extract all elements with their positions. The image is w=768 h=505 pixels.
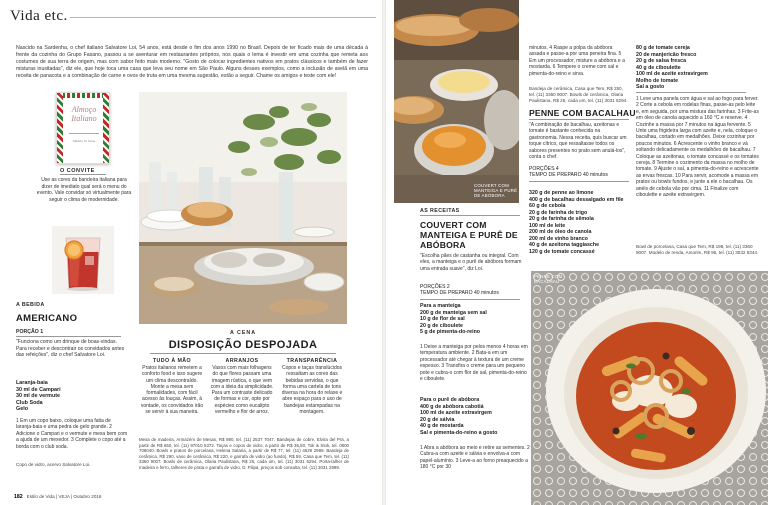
soup-photo-caption: COUVERT COM MANTEIGA E PURÊ DE ABÓBORA <box>474 183 518 198</box>
bebida-steps: 1 Em um copo baixo, coloque uma fatia de laranja-baia e uma pedra de gelo grande. 2 Adicione o Campari e o vermute e mexa bem com a ajuda de um mexedor. 3 Complete o copo até a borda com o club soda. <box>16 418 128 450</box>
invite-card-title: Almoço Italiano <box>71 105 97 123</box>
column-text: Copos e taças translúcidos ressaltam as cores das bebidas servidas, o que forma uma cartela de tons diversa na hora do relaxe e abre espaço para o uso de bandejas estampadas na montagem. <box>281 365 343 416</box>
recipe-couvert-credit: Bandeja de cerâmica, Casa que Tem, R$ 250, tel. (11) 3360 9007. Bowls de cerâmica, Olaria Paulistana, R$ 25, cada um, tel. (11) 3031 5294. <box>529 86 628 103</box>
recipe-couvert-rule <box>420 299 520 300</box>
cena-rule <box>150 353 336 354</box>
ingredient-line: 40 g de mostarda <box>420 423 464 429</box>
recipe-couvert-portions <box>420 284 530 297</box>
bebida-credit: Copo de vidro, acervo Salvatore Loi. <box>16 462 91 467</box>
ingredient-line: Club Soda <box>16 399 43 406</box>
ingredient-line: 10 g de flor de sal <box>420 316 465 322</box>
column-heading: TUDO À MÃO <box>152 358 192 364</box>
recipe-couvert-pure-ingredients <box>420 397 530 436</box>
ingredient-line: 20 g de ciboulete <box>420 322 463 329</box>
convite-heading: O CONVITE <box>60 168 95 174</box>
cena-column-transparencia <box>279 358 345 415</box>
ingredient-line: Sal e pimenta-do-reino a gosto <box>420 429 498 436</box>
ingredient-line: 40 g de azeitona taggiasche <box>529 242 600 248</box>
recipe-penne-ingredients-cont <box>636 45 760 91</box>
ingredient-line: 40 g de ciboulette <box>636 64 681 71</box>
bread-and-soup-photo <box>394 0 519 203</box>
portions: PORÇÕES 4 <box>529 166 559 172</box>
ingredient-line: 200 ml de vinho branco <box>529 235 588 242</box>
receitas-label: AS RECEITAS <box>420 208 460 214</box>
cena-column-tudo-a-mao <box>139 358 205 415</box>
ingredient-line: 400 g de bacalhau dessalgado em file <box>529 196 624 203</box>
cena-credits: Mesa de madeira, Armazém de Mesas, R$ 890, tel. (11) 2537 7047. Bandejas de cobre, Elvira del Pra, a partir de R$ 650, tel. (11) 97010 5372. Taças e copos de vidro, a partir de R$ 36,50, Tok & Stok, tel. 0800 708040. Bowls e pratos de porcelana, Helena Salaria, a partir de R$ 77, tel. (11) 4529 2988. Bandeja de cerâmica, R$ 290, vaso de cerâmica, R$ 220, e garrafa de vidro (ao fundo), R$ 59, Casa que Tem, tel. (11) 3360 9007. Bowls de cerâmica, Olaria Paulistana, R$ 25, cada um, tel. (11) 3031 5294. Porta-talher de madeira e ferro, talheres de prata e garrafa de vidro, D. Filipa, preços sob consulta, tel. (11) 3031 2999. <box>139 437 349 470</box>
receitas-rule <box>420 215 520 216</box>
recipe-penne-portions <box>529 166 629 179</box>
ingredient-line: 100 ml de azeite extravirgem <box>636 71 708 77</box>
recipe-penne-rule <box>529 119 629 120</box>
ingredient-line: Gelo <box>16 406 28 413</box>
recipe-couvert-pure-steps-cont: minutos. 4 Raspe a polpa da abóbora assada e passe-a por uma peneira fina. 5 Em um processador, misture a abóbora e a mostarda. 6 Tempere o creme com sal e pimenta-do-reino e sirva. <box>529 45 625 77</box>
column-text: Vasos com mais folhagens do que flores passam uma imagem rústica, o que vem com a ideia da simplicidade. Para um contraste delicado de formas e cor, opte por espécies como eucalipto vermelho e flor de arroz. <box>210 365 274 416</box>
cena-title: DISPOSIÇÃO DESPOJADA <box>168 339 318 351</box>
ingredient-line: 20 g de salsa fresca <box>636 58 687 64</box>
recipe-penne-steps-rule <box>636 92 746 93</box>
ingredient-line: 5 g de pimenta-do-reino <box>420 329 481 335</box>
ingredient-group-title: Para a manteiga <box>420 303 461 309</box>
footer-text: Estilo de Vida | VEJA | Outubro 2016 <box>26 494 102 499</box>
prep-time: TEMPO DE PREPARO 40 minutos <box>420 290 499 297</box>
ingredient-line: 400 g de abóbora cabotiá <box>420 403 484 410</box>
ingredient-line: 80 g de tomate cereja <box>636 45 690 51</box>
ingredient-line: 200 g de manteiga sem sal <box>420 309 487 316</box>
ingredient-line: 320 g de penne ao limone <box>529 190 594 196</box>
invite-card-detail: Sábado 12 horas <box>72 139 96 143</box>
table-setting-photo <box>139 92 347 324</box>
ingredient-line: Laranja-baia <box>16 380 48 386</box>
cena-column-arranjos <box>209 358 275 415</box>
bebida-porcao: PORÇÃO 1 <box>16 329 44 335</box>
ingredient-line: 100 ml de leite <box>529 222 566 229</box>
penne-bacalhau-photo <box>531 271 768 505</box>
ingredient-line: 20 g de farinha de sêmola <box>529 216 594 222</box>
americano-drink-photo <box>52 226 114 294</box>
flag-stripe-left <box>57 93 63 164</box>
bebida-ingredients <box>16 380 128 413</box>
bebida-label: A BEBIDA <box>16 302 45 308</box>
bebida-rule <box>16 336 121 337</box>
ingredient-line: 20 g de sálvia <box>420 416 455 423</box>
convite-rule <box>60 174 106 175</box>
prep-time: TEMPO DE PREPARO 40 minutos <box>529 172 608 179</box>
column-heading: TRANSPARÊNCIA <box>286 358 338 364</box>
recipe-penne-credit: Bowl de porcelana, Casa que Tem, R$ 198, tel. (11) 3360 9007. Modelo de renda, Amorim, R$ 96, tel. (11) 3032 5344. <box>636 244 759 255</box>
ingredient-line: Molho de tomate <box>636 77 679 84</box>
column-heading: ARRANJOS <box>225 358 259 364</box>
ingredient-group-title: Para o purê de abóbora <box>420 397 480 403</box>
ingredient-line: 30 ml de Campari <box>16 386 61 393</box>
ingredient-line: 30 ml de vermute <box>16 393 61 400</box>
recipe-couvert-butter-ingredients <box>420 303 530 336</box>
page-gutter <box>382 0 386 505</box>
recipe-couvert-quote: "Escolha pães de castanha ou integral. Com eles, a manteiga e o purê de abóbora formam uma entrada suave", diz Loi. <box>420 253 522 272</box>
portions: PORÇÕES 2 <box>420 284 450 290</box>
column-text: Pratos italianos remetem a conforto food e isso sugere um clima descontraído. Monte a mesa sem formalidades, com fácil acesso às louças. Assim, à vontade, os convidados irão se servir à sua maneira. <box>140 365 204 416</box>
penne-photo-caption: PENNE COM BACALHAU <box>534 274 563 284</box>
page-footer <box>14 494 101 500</box>
recipe-penne-rule-2 <box>529 181 629 182</box>
recipe-couvert-pure-steps: 1 Abra a abóbora ao meio e retire as sementes. 2 Cubra-a com azeite e sálvia e envolva-a com papel-alumínio. 3 Leve-a ao forno preaquecido a 180 °C por 30 <box>420 445 530 471</box>
invite-card-image <box>56 92 110 164</box>
recipe-penne-steps: 1 Leve uma panela com água e sal ao fogo para ferver. 2 Corte a cebola em rodelas finas, passe-as pelo leite e, em seguida, por uma mistura das farinhas. 3 Frite-as em óleo de canola aquecido a 160 °C e reserve. 4 Cozinhe a massa por 7 minutos na água fervente. 5 Unte uma frigideira larga com azeite e, nela, coloque o bacalhau, cortado em medalhões. Deixe cozinhar por poucos minutos. 6 Acrescente o vinho branco e vá soltando delicadamente os medalhões de bacalhau. 7 Coloque as azeitonas, o tomate concassé e os tomates cereja. 8 Termine o cozimento da massa no molho de tomate. 9 Ajuste o sal, a pimenta-do-reino e acrescente as ervas frescas. 10 Para servir, acomode a massa em pratos ou bowls fundos, e junte a ele o bacalhau. Os anéis de cebola vão por cima. 11 Finalize com ciboulette e azeite extravirgem. <box>636 96 759 199</box>
ingredient-line: 20 de manjericão fresco <box>636 51 697 58</box>
page-number: 182 <box>14 494 23 500</box>
recipe-penne-ingredients <box>529 190 629 255</box>
ingredient-line: 100 ml de azeite extravirgem <box>420 410 492 416</box>
recipe-penne-quote: "A combinação de bacalhau, azeitonas e tomate é bastante conhecida na gastronomia. Nessa receita, quis buscar um toque cítrico, que ressaltasse todos os sabores presentes no prato sem anulá-los", conta o chef. <box>529 122 627 161</box>
ingredient-line: 60 g de cebola <box>529 203 566 209</box>
ingredient-line: 20 g de farinha de trigo <box>529 209 588 216</box>
recipe-penne-title: PENNE COM BACALHAU <box>529 108 636 118</box>
ingredient-line: 120 g de tomate concassé <box>529 248 595 255</box>
ingredient-line: Sal a gosto <box>636 84 665 90</box>
flag-stripe-right <box>103 93 109 164</box>
cena-label: A CENA <box>229 330 257 336</box>
bebida-quote: "Funciona como um drinque de boas-vindas. Para receber e descontrair os convidados antes das refeições", diz o chef Salvatore Loi. <box>16 339 125 358</box>
recipe-couvert-butter-steps: 1 Deixe a manteiga por pelos menos 4 horas em temperatura ambiente. 2 Bata-a em um processador até chegar à textura de um creme espesso. 3 Transfira o creme para um pequeno pote e cubra-o com flor de sal, pimenta-do-reino e ciboulete. <box>420 344 528 383</box>
ingredient-line: 200 ml de óleo de canola <box>529 229 592 235</box>
convite-text: Use as cores da bandeira italiana para dizer de imediato qual será o menu do evento. Vale convidar só virtualmente para seguir o clima de modernidade. <box>36 177 132 203</box>
recipe-couvert-title: COUVERT COM MANTEIGA E PURÊ DE ABÓBORA <box>420 220 518 250</box>
bebida-name: AMERICANO <box>16 313 78 324</box>
intro-text: Nascido na Sardenha, o chef italiano Salvatore Loi, 54 anos, está desde o fim dos anos 1990 no Brasil. Depois de ter ficado mais de uma década à frente da cozinha do Grupo Fasano, passou a se aventurar em restaurantes próprios, nos quais o lema é investir em uma cozinha que remeta aos costumes de sua terra de origem, mas com sabor feito mais moderno. "Gosto de colocar ingredientes nativos em pratos clássicos e também de fazer misturas inusitadas", diz ele, que hoje toca uma casa que leva seu nome em São Paulo. Alguns desses exemplos, como a inclusão de avelã em uma receita de panacota e a combinação de carne e ovos de truta em uma mesma sugestão, estão a seguir. Chame os amigos e teste com ele! <box>16 45 368 79</box>
invite-card-divider <box>69 133 99 134</box>
header-rule <box>70 17 376 18</box>
section-title: Vida etc. <box>10 8 68 24</box>
